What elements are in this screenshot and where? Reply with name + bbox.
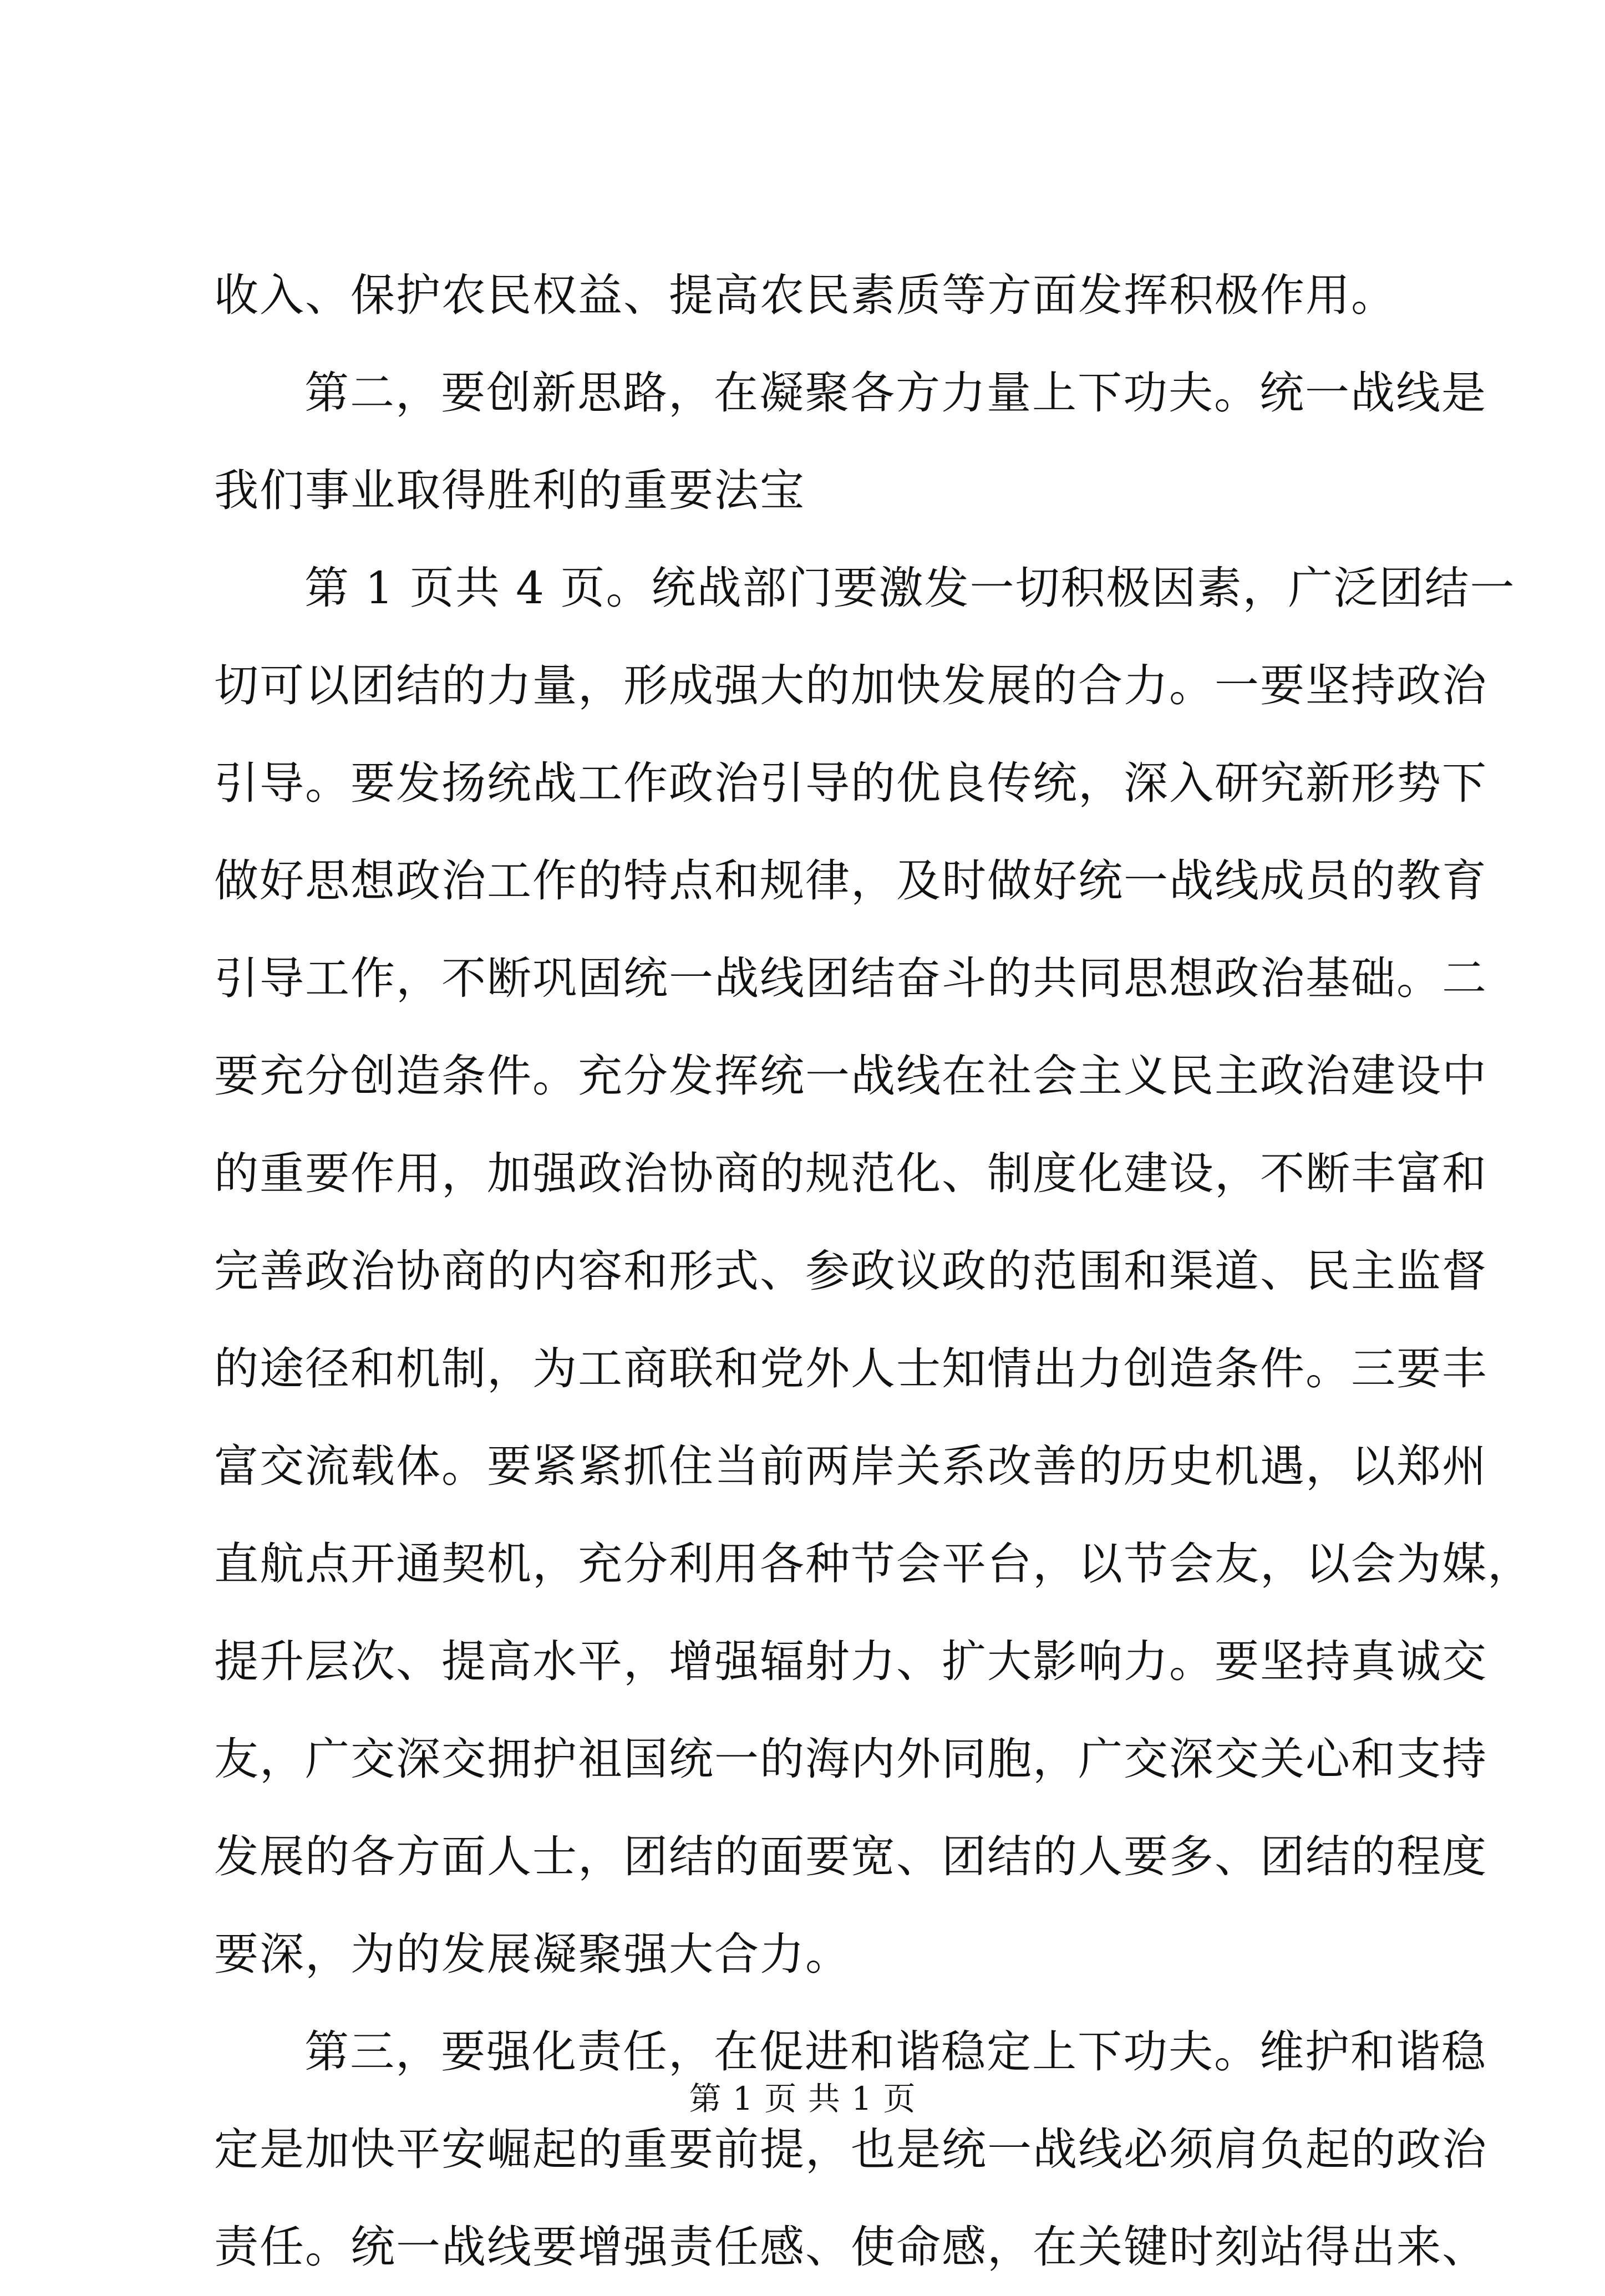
text-line: 要深，为的发展凝聚强大合力。	[214, 1928, 851, 1980]
text-line: 要充分创造条件。充分发挥统一战线在社会主义民主政治建设中	[214, 1050, 1487, 1102]
text-line: 的重要作用，加强政治协商的规范化、制度化建设，不断丰富和	[214, 1148, 1487, 1199]
document-body	[214, 247, 1533, 2296]
text-line: 直航点开通契机，充分利用各种节会平台，以节会友，以会为媒，	[214, 1538, 1533, 1590]
paragraph-start-line: 第三，要强化责任，在促进和谐稳定上下功夫。维护和谐稳	[304, 2026, 1487, 2078]
text-line: 责任。统一战线要增强责任感、使命感，在关键时刻站得出来、	[214, 2221, 1487, 2273]
text-line: 的途径和机制，为工商联和党外人士知情出力创造条件。三要丰	[214, 1343, 1487, 1394]
paragraph-start-line: 第二，要创新思路，在凝聚各方力量上下功夫。统一战线是	[304, 367, 1487, 419]
text-line: 做好思想政治工作的特点和规律，及时做好统一战线成员的教育	[214, 855, 1487, 907]
text-line: 切可以团结的力量，形成强大的加快发展的合力。一要坚持政治	[214, 660, 1487, 711]
text-line: 引导。要发扬统战工作政治引导的优良传统，深入研究新形势下	[214, 757, 1487, 809]
text-line: 友，广交深交拥护祖国统一的海内外同胞，广交深交关心和支持	[214, 1733, 1487, 1785]
text-line: 提升层次、提高水平，增强辐射力、扩大影响力。要坚持真诚交	[214, 1636, 1487, 1687]
page-number-label: 第 1 页 共 1 页	[689, 2080, 916, 2117]
text-line: 发展的各方面人士，团结的面要宽、团结的人要多、团结的程度	[214, 1831, 1487, 1882]
text-line: 引导工作，不断巩固统一战线团结奋斗的共同思想政治基础。二	[214, 953, 1487, 1004]
text-line: 定是加快平安崛起的重要前提，也是统一战线必须肩负起的政治	[214, 2124, 1487, 2175]
paragraph-start-line: 第 1 页共 4 页。统战部门要激发一切积极因素，广泛团结一	[304, 562, 1516, 614]
text-line: 我们事业取得胜利的重要法宝	[214, 465, 805, 516]
text-line: 富交流载体。要紧紧抓住当前两岸关系改善的历史机遇，以郑州	[214, 1440, 1487, 1492]
page-footer	[0, 2076, 1605, 2121]
text-line: 收入、保护农民权益、提高农民素质等方面发挥积极作用。	[214, 269, 1396, 321]
text-line: 完善政治协商的内容和形式、参政议政的范围和渠道、民主监督	[214, 1245, 1487, 1297]
